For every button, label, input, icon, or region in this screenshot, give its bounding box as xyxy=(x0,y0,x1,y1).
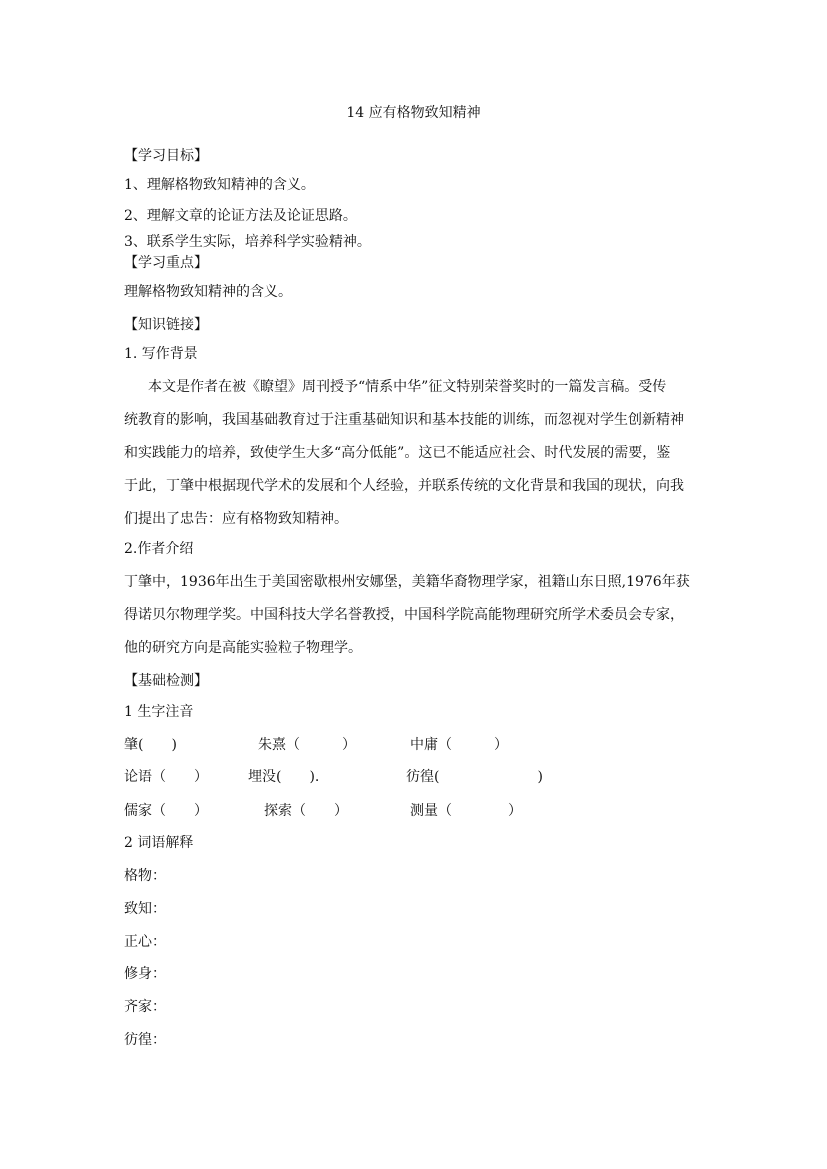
pinyin-item: 埋没( ). xyxy=(248,769,320,785)
focus-heading: 【学习重点】 xyxy=(124,255,208,271)
background-line: 和实践能力的培养，致使学生大多“高分低能”。这已不能适应社会、时代发展的需要，鉴 xyxy=(124,445,671,461)
vocab-item: 致知： xyxy=(124,901,166,917)
pinyin-item: 肇( ) xyxy=(124,737,177,753)
pinyin-item: 中庸（ ） xyxy=(410,737,508,753)
vocab-item: 格物： xyxy=(124,868,166,884)
vocab-item: 修身： xyxy=(124,966,166,982)
background-line: 本文是作者在被《瞭望》周刊授予“情系中华”征文特别荣誉奖时的一篇发言稿。受传 xyxy=(148,379,667,395)
background-paragraph xyxy=(124,371,709,536)
pinyin-title: 1 生字注音 xyxy=(124,704,194,720)
background-line: 统教育的影响，我国基础教育过于注重基础知识和基本技能的训练，而忽视对学生创新精神 xyxy=(124,412,684,428)
vocab-item: 齐家： xyxy=(124,999,166,1015)
knowledge-heading: 【知识链接】 xyxy=(124,317,208,333)
author-paragraph xyxy=(124,566,709,665)
background-line: 于此，丁肇中根据现代学术的发展和个人经验，并联系传统的文化背景和我国的现状，向我 xyxy=(124,478,684,494)
author-line: 他的研究方向是高能实验粒子物理学。 xyxy=(124,640,362,656)
pinyin-item: 测量（ ） xyxy=(410,803,522,819)
pinyin-item: 彷徨( ) xyxy=(406,769,543,785)
background-title: 1. 写作背景 xyxy=(124,346,198,362)
focus-text: 理解格物致知精神的含义。 xyxy=(124,284,292,300)
author-line: 丁肇中，1936年出生于美国密歇根州安娜堡，美籍华裔物理学家，祖籍山东日照,1976年获 xyxy=(124,574,690,590)
pinyin-item: 论语（ ） xyxy=(124,769,208,785)
goal-item-3: 3、联系学生实际，培养科学实验精神。 xyxy=(124,234,371,250)
vocab-item: 正心： xyxy=(124,934,166,950)
basic-heading: 【基础检测】 xyxy=(124,673,208,689)
pinyin-item: 探索（ ） xyxy=(264,803,348,819)
goals-heading: 【学习目标】 xyxy=(124,148,208,164)
background-line: 们提出了忠告：应有格物致知精神。 xyxy=(124,511,348,527)
goal-item-2: 2、理解文章的论证方法及论证思路。 xyxy=(124,208,357,224)
page-title: 14 应有格物致知精神 xyxy=(346,105,481,121)
goal-item-1: 1、理解格物致知精神的含义。 xyxy=(124,177,315,193)
pinyin-item: 儒家（ ） xyxy=(124,803,208,819)
author-title: 2.作者介绍 xyxy=(124,541,194,557)
vocab-item: 彷徨： xyxy=(124,1032,166,1048)
vocab-title: 2 词语解释 xyxy=(124,835,194,851)
pinyin-item: 朱熹（ ） xyxy=(258,737,356,753)
author-line: 得诺贝尔物理学奖。中国科技大学名誉教授，中国科学院高能物理研究所学术委员会专家， xyxy=(124,607,684,623)
